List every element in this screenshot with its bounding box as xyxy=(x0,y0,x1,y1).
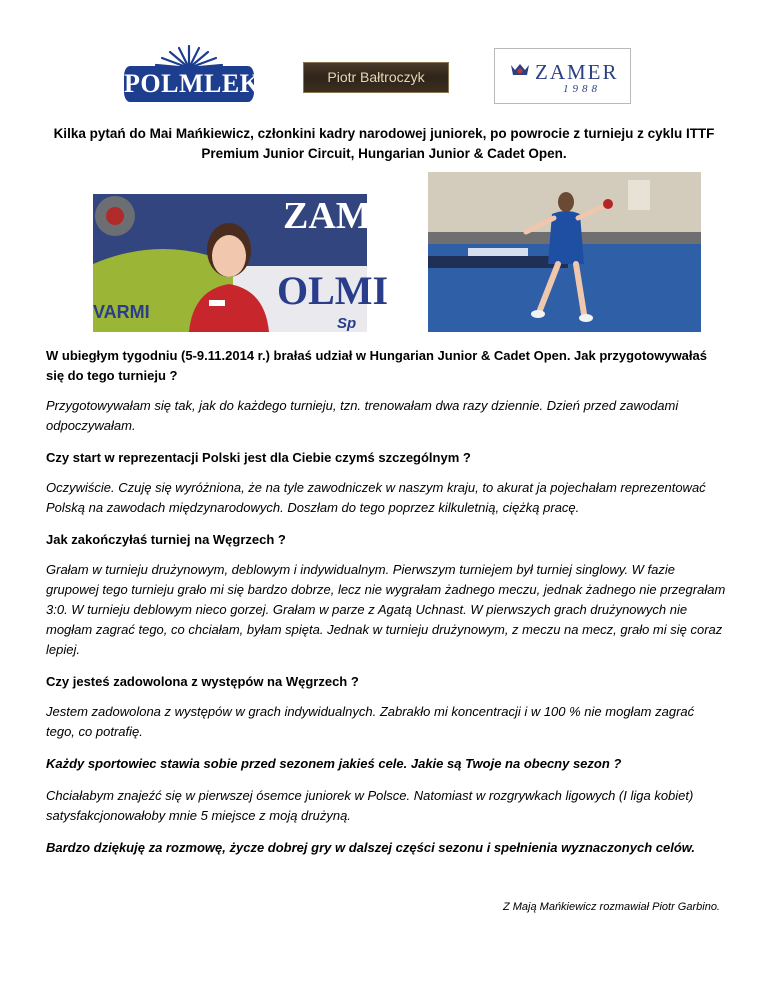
sponsor-logos xyxy=(0,40,768,110)
piotr-baltroczyk-logo: Piotr Bałtroczyk xyxy=(303,62,449,93)
question-2: Czy start w reprezentacji Polski jest dla Ciebie czymś szczególnym ? xyxy=(46,450,471,465)
answer-2: Oczywiście. Czuję się wyróżniona, że na tyle zawodniczek w naszym kraju, to akurat ja pojechałam reprezentować Polską na zawodach międzynarodowych. Doszłam do tego poprzez kilkuletnią, ciężką pracę. xyxy=(46,480,706,515)
answer-1: Przygotowywałam się tak, jak do każdego turnieju, tzn. trenowałam dwa razy dziennie. Dzień przed zawodami odpoczywałam. xyxy=(46,398,679,433)
zamer-crest-icon xyxy=(509,62,531,78)
answer-5: Chciałabym znajeźć się w pierwszej ósemce juniorek w Polsce. Natomiast w rozgrywkach ligowych (I liga kobiet) satysfakcjonowałoby mnie 5 miejsce z moją drużyną. xyxy=(46,788,694,823)
question-5: Każdy sportowiec stawia sobie przed sezonem jakieś cele. Jakie są Twoje na obecny sezon ? xyxy=(46,756,622,771)
closing-remark: Bardzo dziękuję za rozmowę, życze dobrej gry w dalszej części sezonu i spełnienia wyznaczonych celów. xyxy=(46,840,695,855)
banner-text-middle: OLMI xyxy=(277,268,389,313)
interview-body xyxy=(46,346,726,870)
banner-text-top: ZAMI xyxy=(283,195,387,237)
question-3: Jak zakończyłaś turniej na Węgrzech ? xyxy=(46,532,286,547)
polmlek-wordmark: POLMLEK xyxy=(124,66,254,102)
question-1: W ubiegłym tygodniu (5-9.11.2014 r.) brałaś udział w Hungarian Junior & Cadet Open. Jak przygotowywałaś się do tego turnieju ? xyxy=(46,348,707,383)
answer-4: Jestem zadowolona z występów w grach indywidualnych. Zabrakło mi koncentracji i w 100 % nie mogłam zagrać tego, co potrafię. xyxy=(46,704,695,739)
intro-heading: Kilka pytań do Mai Mańkiewicz, członkini kadry narodowej juniorek, po powrocie z turnieju z cyklu ITTF Premium Junior Circuit, Hungarian Junior & Cadet Open. xyxy=(53,126,715,161)
portrait-photo-illustration xyxy=(93,194,389,332)
portrait-photo xyxy=(93,194,389,332)
zamer-logo xyxy=(494,48,631,104)
zamer-wordmark: ZAMER xyxy=(535,60,619,84)
action-photo-illustration xyxy=(428,172,701,332)
banner-text-left: VARMI xyxy=(93,302,150,322)
answer-3: Grałam w turnieju drużynowym, deblowym i indywidualnym. Pierwszym turniejem był turniej singlowy. W fazie grupowej tego turnieju grało mi się bardzo dobrze, lecz nie wygrałam żadnego meczu, jednak żadnego nie przegrałam 3:0. W turnieju deblowym nieco gorzej. Grałam w parze z Agatą Uchnast. W pierwszych grach drużynowych nie mogłam zagrać tego, co chciałam, byłam spięta. Jednak w turnieju drużynowym, z meczu na mecz, grało mi się coraz lepiej. xyxy=(46,562,726,657)
zamer-year: 1988 xyxy=(563,83,601,95)
signature: Z Mają Mańkiewicz rozmawiał Piotr Garbino. xyxy=(502,901,720,913)
question-4: Czy jesteś zadowolona z występów na Węgrzech ? xyxy=(46,674,359,689)
action-photo xyxy=(428,172,701,332)
polmlek-logo xyxy=(124,44,261,104)
banner-text-bottom: Sp xyxy=(337,315,357,332)
